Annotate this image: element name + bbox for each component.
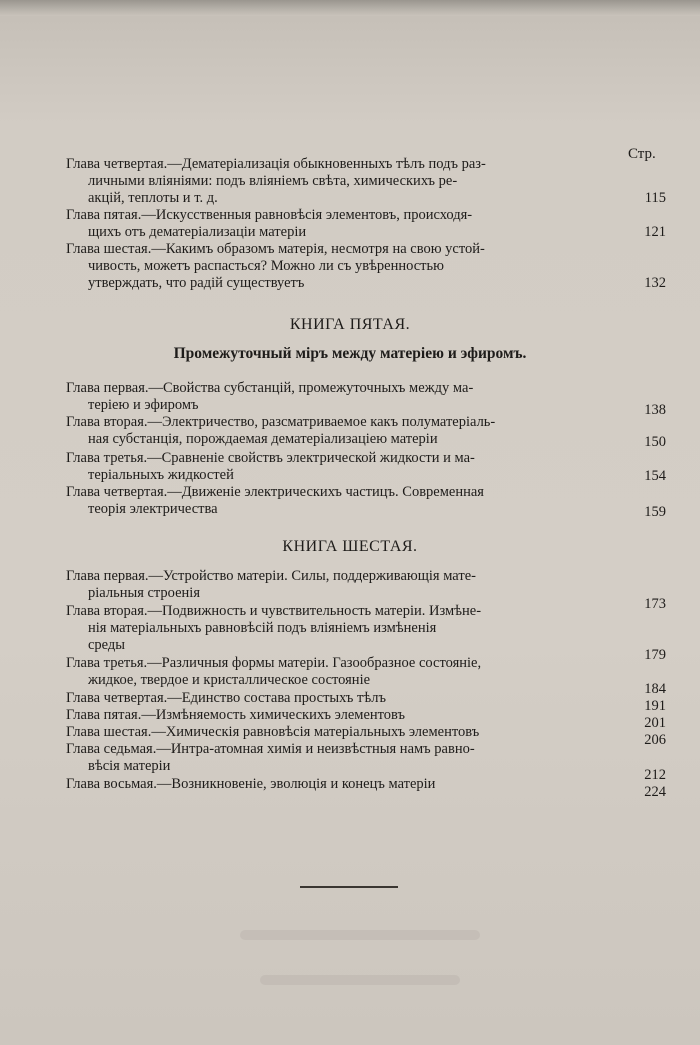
toc-entry: [66, 380, 666, 418]
bleed-through-text: [240, 930, 480, 940]
entry-line: среды: [88, 637, 126, 653]
entry-line: Глава третья.—Сравненіе свойствъ электрической жидкости и ма-: [66, 450, 475, 466]
entry-line: Глава четвертая.—Единство состава простыхъ тѣлъ: [66, 690, 386, 706]
entry-line: чивость, можетъ распасться? Можно ли съ увѣренностью: [88, 258, 444, 274]
entry-line: Глава седьмая.—Интра-атомная химія и неизвѣстныя намъ равно-: [66, 741, 475, 757]
page-number: 224: [644, 784, 666, 800]
entry-line: жидкое, твердое и кристаллическое состояніе: [88, 672, 371, 688]
entry-line: Глава четвертая.—Движеніе электрическихъ частицъ. Современная: [66, 484, 484, 500]
entry-line: Глава восьмая.—Возникновеніе, эволюція и конецъ матеріи: [66, 776, 436, 792]
entry-line: личными вліяніями: подъ вліяніемъ свѣта, химическихъ ре-: [88, 173, 458, 189]
toc-entry: [66, 724, 666, 748]
entry-line: нія матеріальныхъ равновѣсій подъ вліяніемъ измѣненія: [88, 620, 437, 636]
book-six-title: КНИГА ШЕСТАЯ.: [282, 538, 418, 555]
entry-line: теріею и эфиромъ: [88, 397, 199, 413]
page-number: 184: [644, 681, 666, 697]
toc-entry: [66, 741, 666, 783]
page-number: 212: [644, 767, 666, 783]
page-number: 150: [644, 434, 666, 450]
toc-entry: [66, 241, 666, 292]
book-five-subtitle: Промежуточный міръ между матеріею и эфиромъ.: [173, 345, 527, 362]
entry-line: Глава шестая.—Химическія равновѣсія матеріальныхъ элементовъ: [66, 724, 480, 740]
entry-line: утверждать, что радій существуетъ: [88, 275, 305, 291]
entry-line: Глава вторая.—Подвижность и чувствительность матеріи. Измѣне-: [66, 603, 482, 619]
toc-entry: [66, 450, 666, 484]
entry-line: Глава пятая.—Измѣняемость химическихъ элементовъ: [66, 707, 406, 723]
page-number: 121: [644, 224, 666, 240]
entry-line: Глава четвертая.—Дематеріализація обыкновенныхъ тѣлъ подъ раз-: [66, 156, 486, 172]
entry-line: ріальныя строенія: [88, 585, 201, 601]
toc-entry: [66, 655, 666, 697]
page-number: 159: [644, 504, 666, 520]
entry-line: ная субстанція, порождаемая дематеріализаціею матеріи: [88, 431, 438, 447]
page-number: 201: [644, 715, 666, 731]
entry-line: Глава шестая.—Какимъ образомъ матерія, несмотря на свою устой-: [66, 241, 485, 257]
page-number: 132: [644, 275, 666, 291]
entry-line: Глава пятая.—Искусственныя равновѣсія элементовъ, происходя-: [66, 207, 473, 223]
entry-line: акцій, теплоты и т. д.: [88, 190, 218, 206]
toc-entry: [66, 776, 666, 800]
page-top-edge: [0, 0, 700, 16]
entry-line: Глава вторая.—Электричество, разсматриваемое какъ полуматеріаль-: [66, 414, 496, 430]
page-number: 154: [644, 468, 666, 484]
page-column-label: Стр.: [628, 146, 656, 162]
entry-line: Глава первая.—Устройство матеріи. Силы, поддерживающія мате-: [66, 568, 476, 584]
page-number: 191: [644, 698, 666, 714]
page-number: 206: [644, 732, 666, 748]
entry-line: щихъ отъ дематеріализаціи матеріи: [88, 224, 307, 240]
toc-entry: [66, 707, 666, 731]
page-number: 138: [644, 402, 666, 418]
entry-line: теріальныхъ жидкостей: [88, 467, 234, 483]
entry-line: теорія электричества: [88, 501, 218, 517]
page-number: 173: [644, 596, 666, 612]
toc-entry: [66, 207, 666, 241]
entry-line: вѣсія матеріи: [88, 758, 171, 774]
toc-entry: [66, 690, 666, 714]
entry-line: Глава первая.—Свойства субстанцій, промежуточныхъ между ма-: [66, 380, 474, 396]
toc-entry: [66, 156, 666, 207]
page-number: 179: [644, 647, 666, 663]
book-five-title: КНИГА ПЯТАЯ.: [289, 316, 411, 333]
closing-rule: [300, 886, 398, 888]
entry-line: Глава третья.—Различныя формы матеріи. Газообразное состояніе,: [66, 655, 482, 671]
bleed-through-text: [260, 975, 460, 985]
page-number: 115: [644, 190, 666, 206]
toc-entry: [66, 484, 666, 518]
toc-entry: [66, 414, 666, 448]
